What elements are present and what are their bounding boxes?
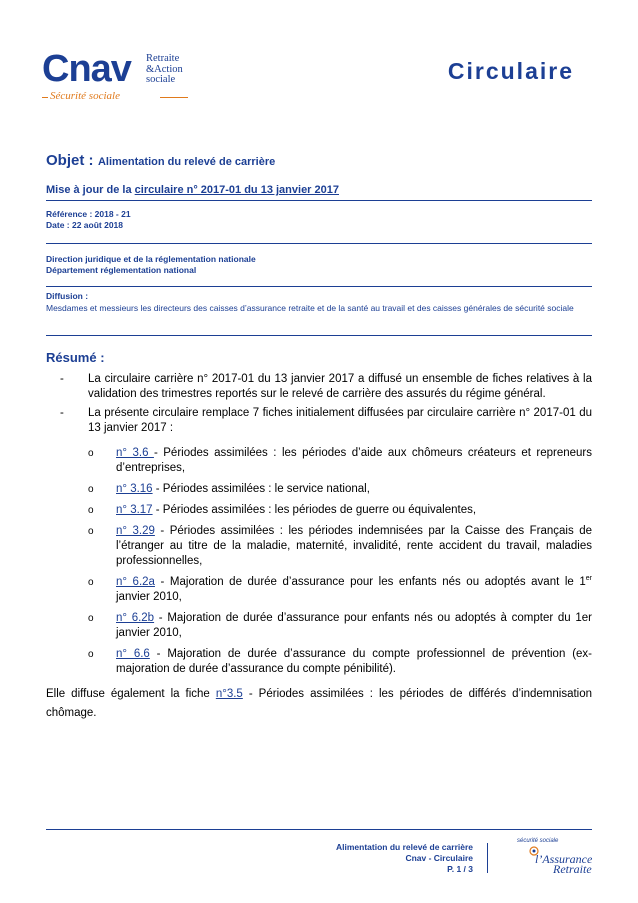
fiche-sup: er [585,575,592,583]
fiche-item [46,524,592,569]
objet-label: Objet : [46,152,94,169]
date: Date : 22 août 2018 [46,220,124,230]
fiche-item [46,446,592,476]
fiche-text: - Majoration de durée d’assurance du compte professionnel de prévention (ex-majoration de durée d’assurance du compte pénibilité). [116,648,592,675]
list-item [46,406,592,436]
diffusion-text: Mesdames et messieurs les directeurs des caisses d’assurance retraite et de la santé au travail et des caisses générales de sécurité sociale [46,303,574,313]
fiche-text-cont: janvier 2010, [116,591,182,603]
list-item-text: La circulaire carrière n° 2017-01 du 13 janvier 2017 a diffusé un ensemble de fiches relatives à la validation des trimestres reportés sur le relevé de carrière des assurés du régime général. [88,373,592,400]
fiche-link[interactable]: n° 3.29 [116,525,155,537]
list-item [46,372,592,402]
fiche-item [46,647,592,677]
logo-main-text: Cnav [42,48,131,90]
footer-separator [487,843,488,873]
reference: Référence : 2018 - 21 [46,209,131,219]
page-number: P. 1 / 3 [447,864,473,874]
logo-sub-line: Retraite [146,53,180,64]
logo-sub-line: &Action [146,63,183,75]
fiche-link[interactable]: n° 6.6 [116,648,150,660]
final-prefix: Elle diffuse également la fiche [46,688,216,700]
bullet-marker: o [88,484,94,495]
dash-marker: - [60,407,64,419]
fiche-item [46,482,592,497]
footer-divider [46,829,592,830]
footer-doc: Cnav - Circulaire [405,853,473,863]
resume-body [46,372,592,723]
section-divider [46,200,592,201]
fiche-text: - Périodes assimilées : les périodes de guerre ou équivalentes, [152,504,477,516]
bullet-marker: o [88,526,94,537]
footer-info [336,842,473,875]
fiche-text: - Périodes assimilées : les périodes indemnisées par la Caisse des Français de l’étranger au titre de la maladie, maternité, invalidité, rente accident du travail, maladies professionnelles, [116,525,592,567]
logo-arc-text: sécurité sociale [517,838,559,844]
logo-sub-line: sociale [146,74,176,85]
section-divider [46,243,592,244]
assurance-retraite-logo [505,838,600,878]
fiche-text: - Majoration de durée d’assurance pour les enfants nés ou adoptés avant le 1 [154,576,586,588]
update-prefix: Mise à jour de la [46,184,135,196]
update-line [46,184,339,196]
fiche-text: - Majoration de durée d’assurance pour enfants nés ou adoptés à compter du 1er janvier 2010, [116,612,592,639]
logo-tagline: Sécurité sociale [50,90,120,102]
fiche-link[interactable]: n° 3.16 [116,483,153,495]
fiche-link[interactable]: n° 3.17 [116,504,153,516]
departement: Département réglementation national [46,265,197,275]
fiche-item [46,575,592,605]
fiche-item [46,611,592,641]
diffusion-label: Diffusion : [46,291,89,301]
footer-title: Alimentation du relevé de carrière [336,842,473,852]
final-suffix: - Périodes assimilées : les périodes de différés d’indemnisation chômage. [46,688,593,719]
list-item-text: La présente circulaire remplace 7 fiches initialement diffusées par circulaire carrière n° 2017-01 du 13 janvier 2017 : [88,407,592,434]
objet-line [46,152,275,170]
fiche-link[interactable]: n° 3.6 [116,447,154,459]
bullet-marker: o [88,577,94,588]
fiche-link[interactable]: n° 6.2a [116,576,155,588]
direction: Direction juridique et de la réglementation nationale [46,254,256,264]
resume-title: Résumé : [46,350,105,365]
logo-line2: Retraite [553,862,592,876]
logo-divider [160,97,188,98]
logo-subtitle [146,54,183,86]
logo-line1: l’Assurance [535,852,593,866]
objet-value: Alimentation du relevé de carrière [97,156,276,168]
document-type-title: Circulaire [447,58,574,84]
bullet-marker: o [88,613,94,624]
fiche-link[interactable]: n° 6.2b [116,612,155,624]
bullet-marker: o [88,448,94,459]
circulaire-link[interactable]: circulaire n° 2017-01 du 13 janvier 2017 [134,184,339,196]
fiche-item [46,503,592,518]
final-paragraph [46,685,592,723]
section-divider [46,335,592,336]
bullet-marker: o [88,649,94,660]
dash-marker: - [60,373,64,385]
fiche-text: - Périodes assimilées : le service national, [152,483,370,495]
section-divider [46,286,592,287]
cnav-logo [42,50,202,110]
fiche-text: - Périodes assimilées : les périodes d’aide aux chômeurs créateurs et repreneurs d’entreprises, [116,447,593,474]
bullet-marker: o [88,505,94,516]
fiche-link[interactable]: n°3.5 [215,688,243,700]
logo-divider [42,97,48,98]
